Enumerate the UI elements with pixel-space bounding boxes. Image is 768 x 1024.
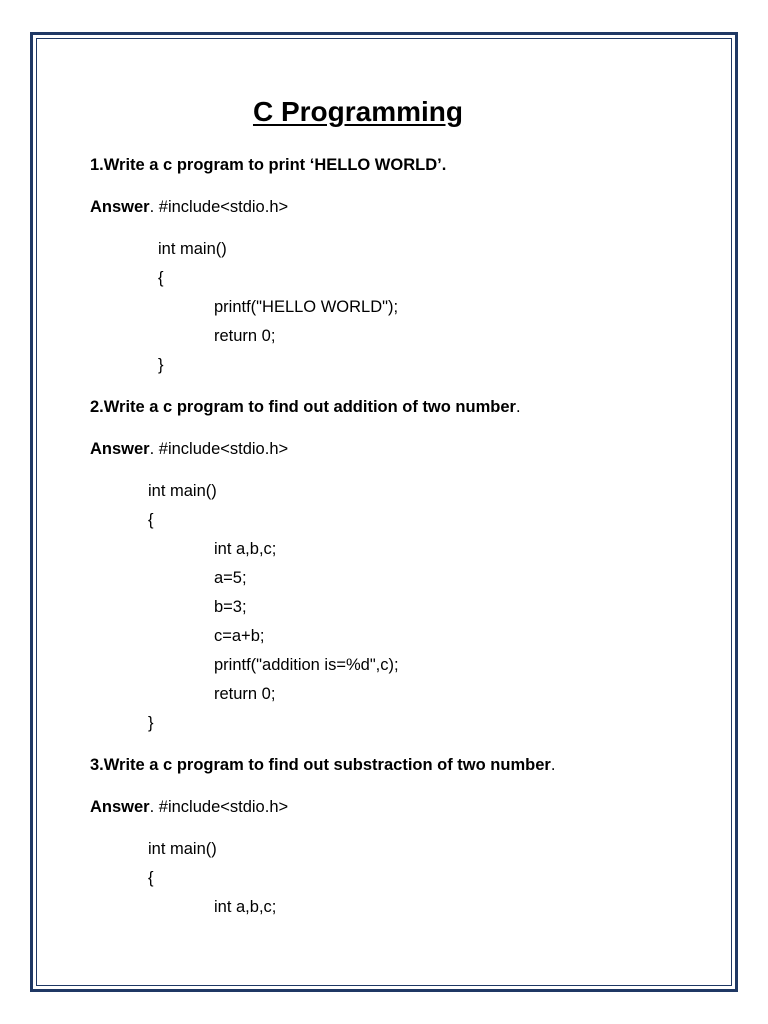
answer-label: Answer: [90, 440, 150, 458]
answer-1-line: [90, 198, 288, 217]
code-line: {: [148, 869, 154, 887]
answer-3-line: [90, 798, 288, 817]
code-line: return 0;: [214, 685, 276, 703]
include-line: #include<stdio.h>: [158, 798, 289, 816]
page-border-inner: [36, 38, 732, 986]
question-2: [90, 398, 521, 417]
code-line: }: [158, 356, 164, 374]
answer-separator: .: [149, 440, 159, 458]
code-line: {: [148, 511, 154, 529]
answer-label: Answer: [90, 798, 150, 816]
question-text: 2.Write a c program to find out addition of two number: [90, 398, 516, 416]
answer-2-line: [90, 440, 288, 459]
question-period: .: [550, 756, 556, 774]
answer-separator: .: [149, 798, 159, 816]
include-line: #include<stdio.h>: [158, 198, 289, 216]
code-line: a=5;: [214, 569, 247, 587]
answer-label: Answer: [90, 198, 150, 216]
code-line: return 0;: [214, 327, 276, 345]
question-1: 1.Write a c program to print ‘HELLO WORLD’.: [90, 156, 447, 174]
code-line: b=3;: [214, 598, 247, 616]
answer-separator: .: [149, 198, 159, 216]
code-line: printf("addition is=%d",c);: [214, 656, 399, 674]
code-line: int main(): [158, 240, 227, 258]
include-line: #include<stdio.h>: [158, 440, 289, 458]
code-line: int main(): [148, 482, 217, 500]
code-line: printf("HELLO WORLD");: [214, 298, 399, 316]
code-line: int main(): [148, 840, 217, 858]
code-line: {: [158, 269, 164, 287]
code-line: int a,b,c;: [214, 898, 277, 916]
page-title: C Programming: [252, 96, 464, 127]
question-text: 3.Write a c program to find out substraction of two number: [90, 756, 551, 774]
code-line: c=a+b;: [214, 627, 265, 645]
code-line: int a,b,c;: [214, 540, 277, 558]
question-period: .: [515, 398, 521, 416]
question-3: [90, 756, 555, 775]
code-line: }: [148, 714, 154, 732]
